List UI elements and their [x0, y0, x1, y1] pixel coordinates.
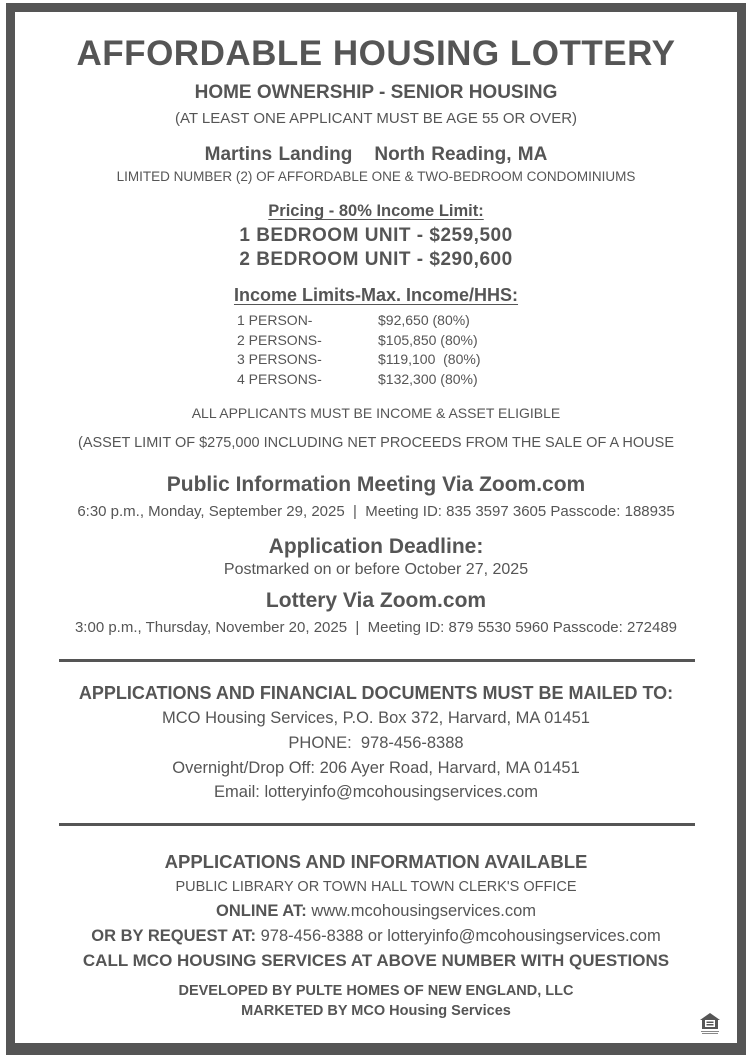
frame-border-left — [6, 3, 15, 1053]
deadline-details: Postmarked on or before October 27, 2025 — [223, 561, 529, 578]
household-size: 1 PERSON- — [237, 312, 313, 328]
income-limit: $92,650 (80%) — [378, 312, 470, 328]
call-note: CALL MCO HOUSING SERVICES AT ABOVE NUMBER WITH QUESTIONS — [82, 951, 670, 970]
online-url[interactable]: www.mcohousingservices.com — [311, 902, 536, 920]
request-label: OR BY REQUEST AT: — [91, 927, 256, 945]
marketer-name: MCO Housing Services — [351, 1003, 511, 1019]
deadline-heading: Application Deadline: — [268, 535, 484, 558]
lottery-details: 3:00 p.m., Thursday, November 20, 2025 | Meeting ID: 879 5530 5960 Passcode: 272489 — [74, 619, 678, 636]
household-size: 3 PERSONS- — [237, 351, 322, 367]
income-limits-heading: Income Limits-Max. Income/HHS: — [233, 285, 519, 305]
availability-locations: PUBLIC LIBRARY OR TOWN HALL TOWN CLERK'S OFFICE — [175, 879, 577, 895]
income-limit: $132,300 (80%) — [378, 370, 478, 387]
development-name: Martins Landing — [204, 144, 353, 165]
availability-online — [15, 902, 737, 921]
online-label: ONLINE AT: — [215, 902, 307, 920]
location — [15, 144, 737, 166]
town-name: North Reading, MA — [374, 144, 548, 165]
income-row — [237, 371, 537, 391]
subtitle: HOME OWNERSHIP - SENIOR HOUSING — [194, 82, 558, 103]
developer-credit: DEVELOPED BY PULTE HOMES OF NEW ENGLAND, LLC — [178, 983, 574, 999]
income-row — [237, 351, 537, 371]
income-row — [237, 312, 537, 332]
limited-units: LIMITED NUMBER (2) OF AFFORDABLE ONE & TWO-BEDROOM CONDOMINIUMS — [116, 169, 636, 184]
marketer-credit — [15, 1003, 737, 1019]
divider — [59, 823, 695, 826]
asset-limit-note: (ASSET LIMIT OF $275,000 INCLUDING NET PROCEEDS FROM THE SALE OF A HOUSE — [77, 435, 674, 451]
equal-housing-opportunity-icon — [698, 1011, 722, 1035]
marketer-label: MARKETED BY — [241, 1003, 348, 1019]
frame-border-bottom — [6, 1043, 746, 1055]
divider — [59, 659, 695, 662]
mailing-heading: APPLICATIONS AND FINANCIAL DOCUMENTS MUST BE MAILED TO: — [78, 683, 674, 703]
mailing-email: Email: lotteryinfo@mcohousingservices.com — [214, 783, 538, 801]
age-requirement: (AT LEAST ONE APPLICANT MUST BE AGE 55 OR OVER) — [174, 110, 578, 127]
public-meeting-details: 6:30 p.m., Monday, September 29, 2025 | Meeting ID: 835 3597 3605 Passcode: 188935 — [77, 503, 675, 520]
eligibility-note: ALL APPLICANTS MUST BE INCOME & ASSET ELIGIBLE — [191, 405, 561, 421]
page-title: AFFORDABLE HOUSING LOTTERY — [76, 34, 676, 73]
price-1-bedroom: 1 BEDROOM UNIT - $259,500 — [239, 225, 513, 246]
frame-border-top — [6, 3, 746, 12]
income-row — [237, 332, 537, 352]
mailing-address: MCO Housing Services, P.O. Box 372, Harvard, MA 01451 — [162, 709, 590, 727]
availability-heading: APPLICATIONS AND INFORMATION AVAILABLE — [164, 851, 588, 872]
household-size: 4 PERSONS- — [237, 370, 322, 387]
dropoff-address: Overnight/Drop Off: 206 Ayer Road, Harvard, MA 01451 — [172, 759, 580, 777]
income-limit: $119,100 (80%) — [378, 351, 481, 367]
request-contact: 978-456-8388 or lotteryinfo@mcohousingservices.com — [260, 927, 661, 945]
income-limit: $105,850 (80%) — [378, 331, 478, 348]
public-meeting-heading: Public Information Meeting Via Zoom.com — [166, 473, 586, 496]
mailing-phone: PHONE: 978-456-8388 — [288, 734, 464, 752]
availability-request — [15, 927, 737, 946]
price-2-bedroom: 2 BEDROOM UNIT - $290,600 — [239, 249, 513, 270]
pricing-heading: Pricing - 80% Income Limit: — [268, 202, 484, 220]
frame-border-right — [737, 3, 746, 1053]
household-size: 2 PERSONS- — [237, 331, 322, 348]
income-limits-table — [237, 312, 537, 390]
lottery-heading: Lottery Via Zoom.com — [265, 589, 487, 612]
